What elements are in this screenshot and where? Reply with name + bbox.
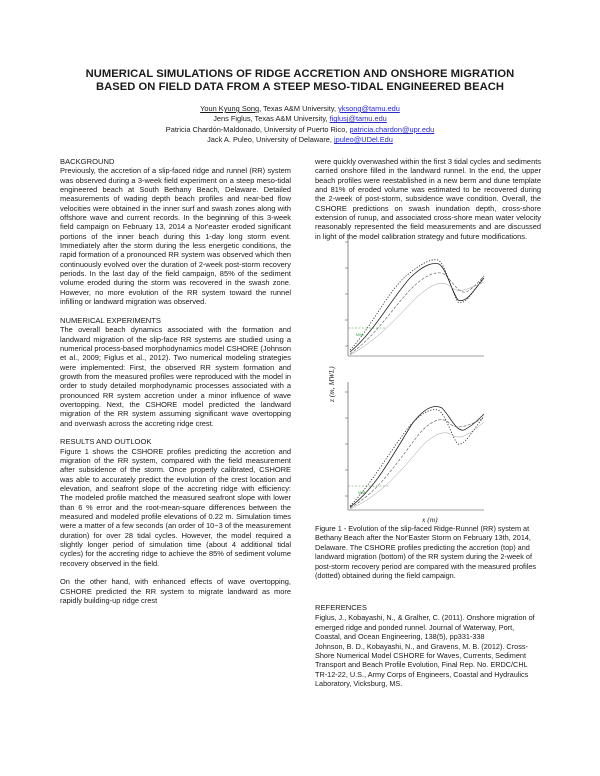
- mwl-label: MWL: [358, 491, 367, 495]
- model-profile-light: [350, 422, 484, 509]
- right-column: [315, 157, 541, 241]
- author-affiliation: , University of Puerto Rico,: [259, 124, 350, 134]
- title-line-2: BASED ON FIELD DATA FROM A STEEP MESO-TIDAL ENGINEERED BEACH: [95, 81, 505, 93]
- title-line-1: NUMERICAL SIMULATIONS OF RIDGE ACCRETION AND ONSHORE MIGRATION: [85, 68, 515, 80]
- author-name: Jens Figlus: [213, 114, 251, 124]
- profile-plots: [326, 232, 486, 524]
- author-affiliation: , University of Delaware,: [251, 135, 335, 145]
- author-affiliation: , Texas A&M University,: [250, 114, 330, 124]
- measured-profile-dotted: [350, 410, 484, 506]
- measured-profile-dotted: [350, 260, 484, 350]
- top-panel: [345, 234, 484, 356]
- reference-item: Johnson, B. D., Kobayashi, N., and Gravens, M. B. (2012). Cross-Shore Numerical Model CSHORE for Waves, Currents, Sediment Transport and Beach Profile Evolution, Final Rep. No. ERDC/CHL TR-12-22, U.S., Army Corps of Engineers, Coastal and Hydraulics Laboratory, Vicksburg, MS.: [315, 641, 529, 689]
- author-email-link[interactable]: patricia.chardon@upr.edu: [349, 124, 435, 134]
- author-email-link[interactable]: figlusj@tamu.edu: [329, 114, 387, 124]
- model-profile-solid: [350, 264, 484, 352]
- model-profile-dashed: [350, 418, 484, 508]
- background-paragraph: Previously, the accretion of a slip-faced ridge and runnel (RR) system was observed during a 3-week field experiment on a steep meso-tidal engineered beach at South Bethany Beach, Delaware. Detailed measurements of wading depth beach profiles and near-bed flow velocities were obtained in the inner surf and swash zones along with offshore wave and current records. In the beginning of this 3-week field campaign on February 13, 2014 a Nor'easter eroded significant portions of the inner beach during this 1-day long storm event. Immediately after the storm during the less energetic conditions, the rapid formation of a pronounced RR system was observed which then continuously evolved over the duration of 2-week post-storm recovery periods. In the last day of the field campaign, 85% of the sediment volume eroded during the storm was recovered in the swash zone. However, no more evolution of the RR system toward the runnel infilling or landward migration was observed.: [60, 166, 291, 307]
- section-heading-results: RESULTS AND OUTLOOK: [60, 437, 152, 447]
- left-column: [60, 157, 291, 606]
- results-paragraph-1: Figure 1 shows the CSHORE profiles predicting the accretion and migration of the RR system, compared with the field measurement after subsidence of the storm. Once properly calibrated, CSHORE was able to accurately predict the evolution of the crest location and elevation, and seafront slope of the accreting ridge with efficiency: The modeled profile matched the measured seafront slope with lower than 6 % error and the root-mean-square differences between the measured and modeled profile elevations of 0.22 m. Simulation times were a matter of a few seconds (an order of 10−3 of the measurement duration) for over 28 tidal cycles. However, the model required a slightly longer period of simulation time (about 4 additional tidal cycles) for the accreting ridge to achieve the 85% of sediment volume recovery observed in the field.: [60, 446, 291, 568]
- model-profile-light: [350, 282, 484, 355]
- author-line: [60, 125, 540, 135]
- section-heading-references: REFERENCES: [315, 603, 367, 612]
- x-axis-label: x (m): [422, 515, 438, 524]
- author-name: Youn Kyung Song: [200, 104, 260, 113]
- section-heading-background: BACKGROUND: [60, 157, 115, 166]
- reference-item: Figlus, J., Kobayashi, N., & Gralher, C. (2011). Onshore migration of emerged ridge and ponded runnel. Journal of Waterway, Port, Coastal, and Ocean Engineering, 138(5), pp331-338: [315, 613, 535, 642]
- author-affiliation: , Texas A&M University,: [259, 104, 339, 113]
- model-profile-solid: [350, 407, 484, 507]
- results-paragraph-3: were quickly overwashed within the first 3 tidal cycles and sediments carried onshore filled in the landward runnel. In the end, the upper beach profiles were reestablished in a new berm and dune template and 81% of eroded volume was estimated to be recovered during the 2-week of post-storm, subsidence wave condition. Overall, the CSHORE predictions on swash inundation depth, cross-shore extension of runup, and associated cross-shore mean water velocity reasonably represented the field measurements and are discussed in light of the model calibration strategy and future modifications.: [315, 157, 541, 241]
- author-line: [60, 135, 540, 145]
- section-heading-experiments: NUMERICAL EXPERIMENTS: [60, 315, 161, 325]
- y-axis-label: z (m, MWL): [327, 366, 336, 402]
- figure-1: [326, 232, 486, 524]
- author-email-link[interactable]: yksong@tamu.edu: [338, 104, 400, 113]
- author-list: [60, 104, 540, 146]
- references-section: [315, 603, 541, 689]
- experiments-paragraph: The overall beach dynamics associated with the formation and landward migration of the slip-face RR systems are studied using a numerical process-based morphodynamics model CSHORE (Johnson et al., 2009; Figlus et al., 2012). Two numerical modeling strategies were implemented: First, the observed RR system formation and growth from the measured profiles were reproduced with the model in order to study detailed morphodynamic processes associated with a pronounced RR system accretion under a minor influence of wave overtopping. Next, the CSHORE model predicted the landward migration of the RR system assuming significant wave overtopping and overwash across the accreting ridge crest.: [60, 325, 291, 428]
- author-name: Patricia Chardón-Maldonado: [165, 124, 260, 134]
- paper-title: [60, 68, 540, 94]
- results-paragraph-2: On the other hand, with enhanced effects of wave overtopping, CSHORE predicted the RR system to migrate landward as more rapidly building-up ridge crest: [60, 577, 291, 606]
- author-email-link[interactable]: jpuleo@UDel.Edu: [334, 135, 393, 145]
- bottom-panel: [345, 382, 484, 510]
- author-line: [60, 114, 540, 124]
- figure-caption: Figure 1 - Evolution of the slip-faced Ridge-Runnel (RR) system at Bethany Beach after the Nor'Easter Storm on February 13th, 2014, Delaware. The CSHORE profiles predicting the accretion (top) and landward migration (bottom) of the RR system during the 2-week of post-storm recovery period are compared with the measured profiles (dotted) obtained during the field campaign.: [315, 524, 537, 581]
- author-line: [60, 104, 540, 114]
- mwl-label: MWL: [356, 333, 365, 337]
- author-name: Jack A. Puleo: [207, 135, 252, 145]
